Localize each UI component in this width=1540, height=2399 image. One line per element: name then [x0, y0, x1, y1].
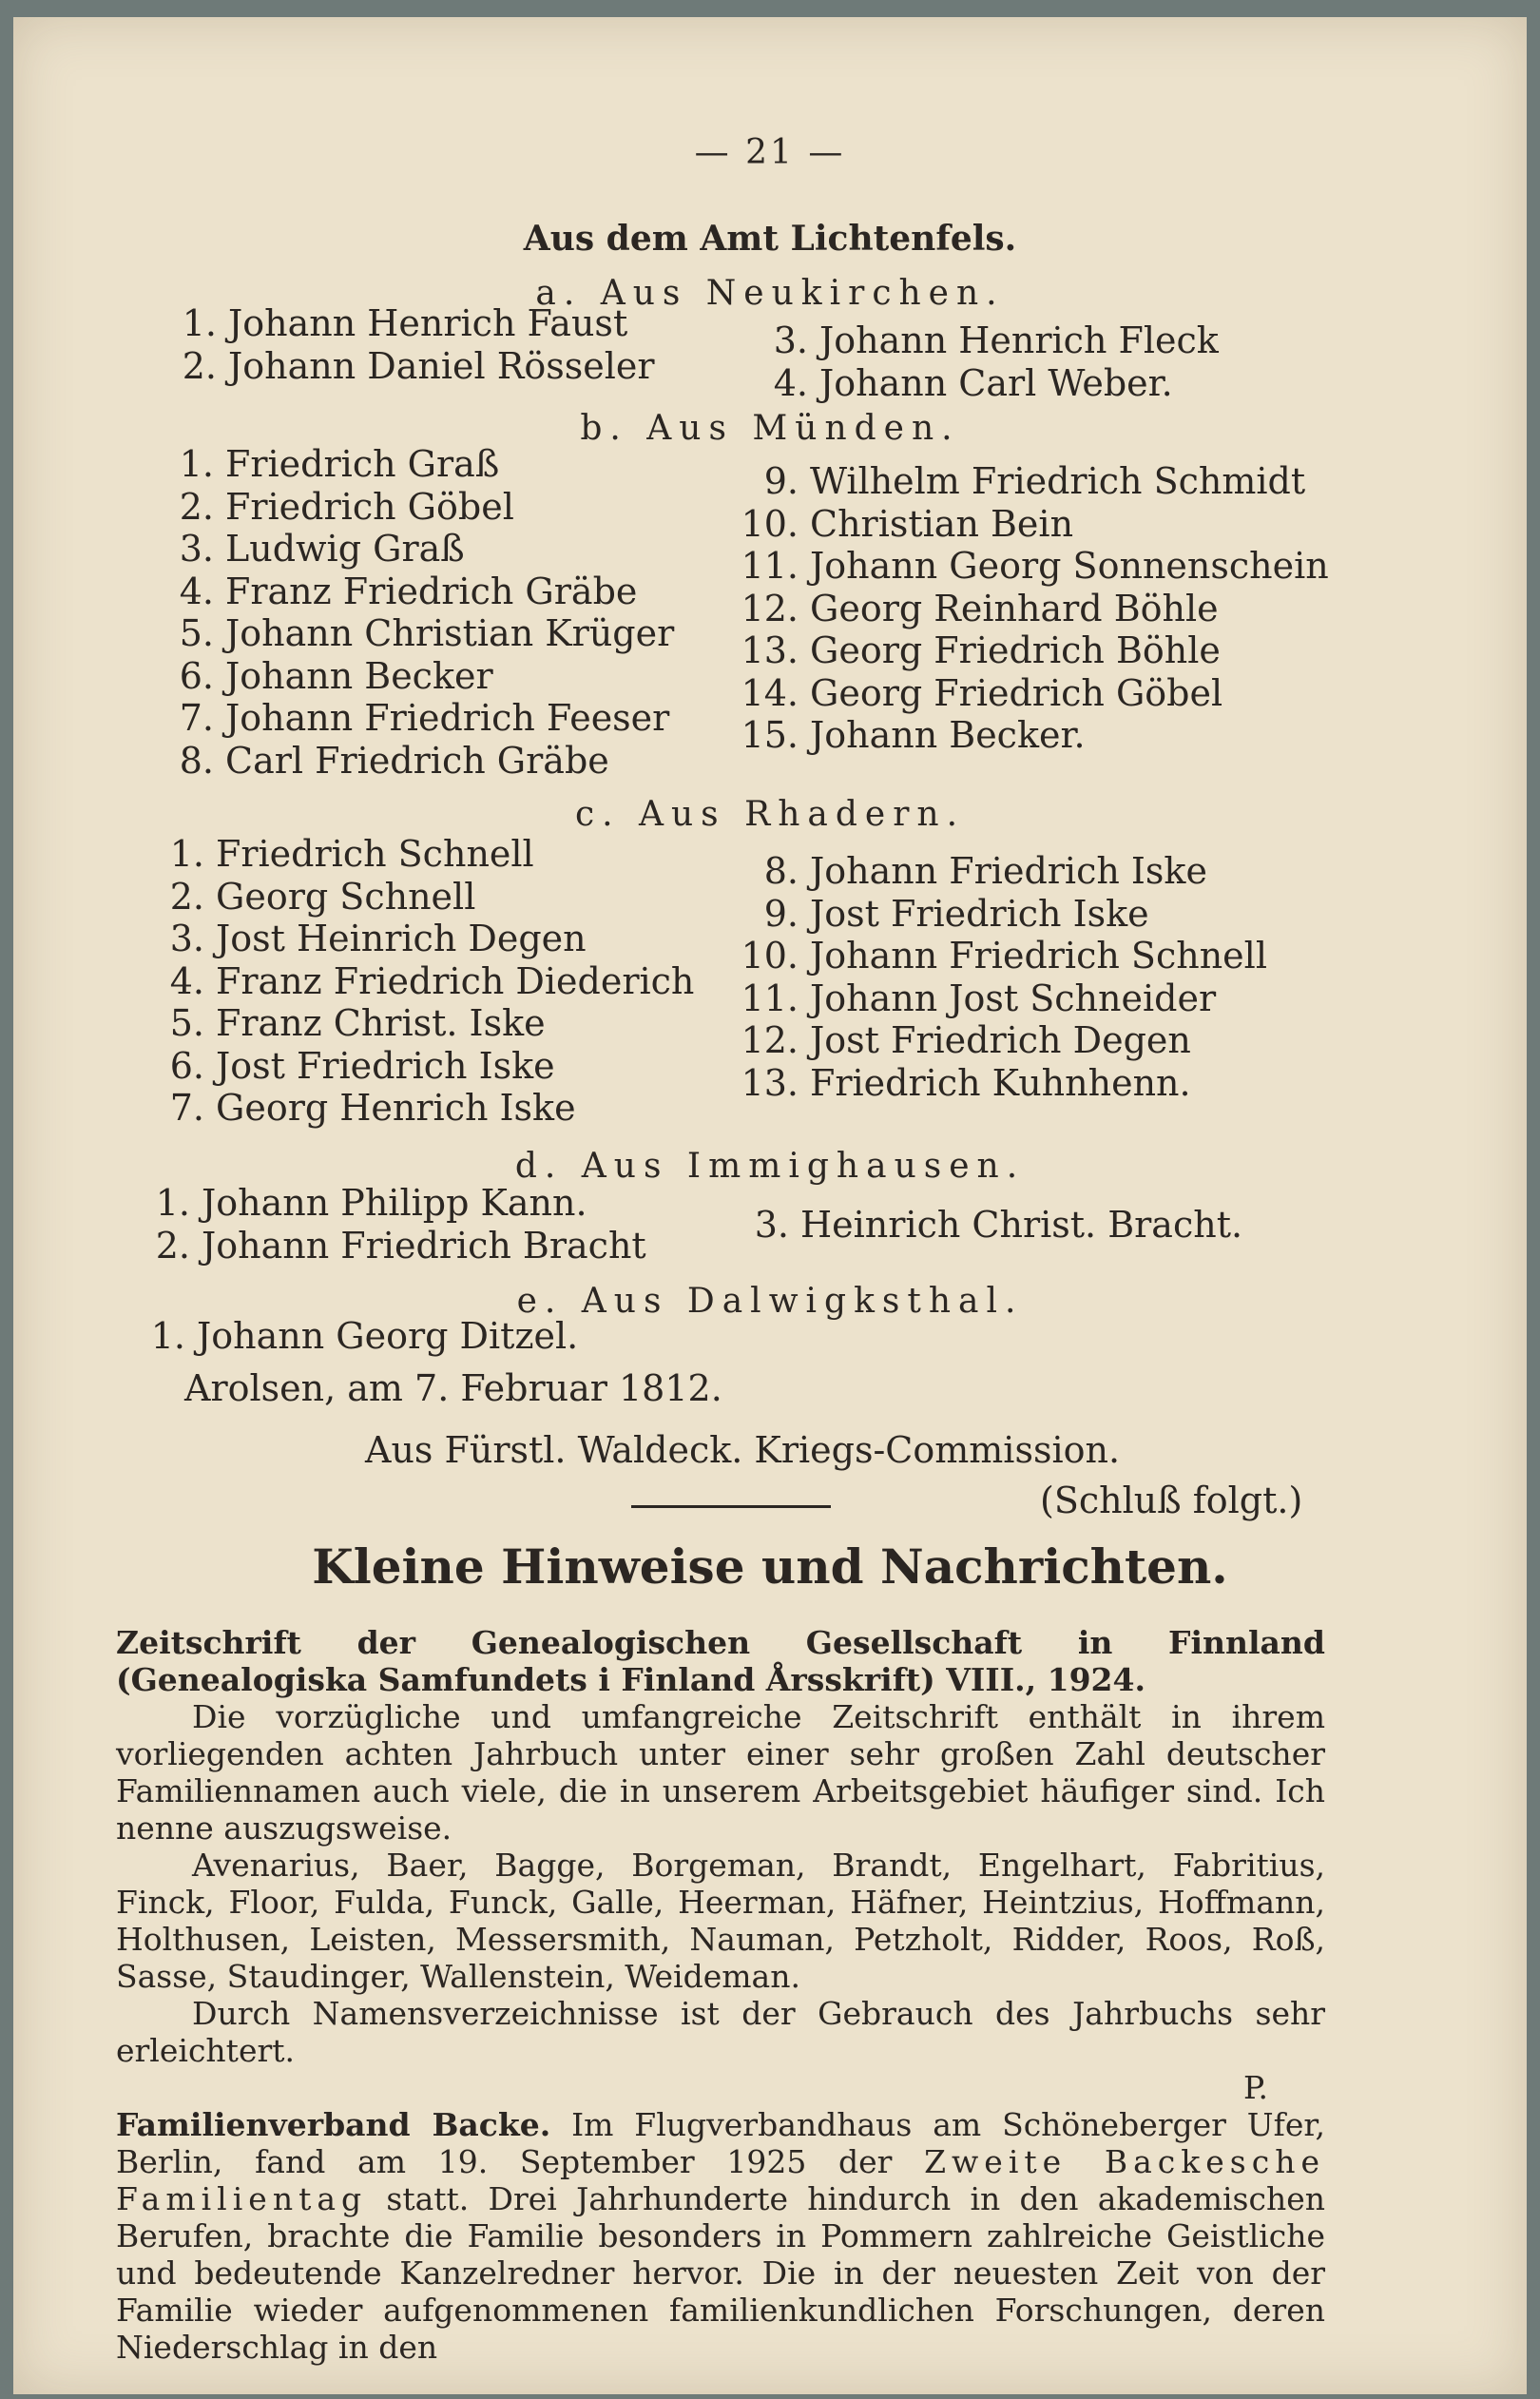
- name-entry: [736, 1062, 1267, 1105]
- entry-name: Friedrich Graß: [225, 443, 500, 485]
- entry-number: 8.: [763, 850, 799, 892]
- list-dalwigksthal-left: [142, 1315, 578, 1358]
- name-entry: [161, 876, 694, 919]
- list-neukirchen-left: [173, 302, 655, 387]
- separator-rule: [631, 1505, 831, 1508]
- entry-number: 10.: [741, 502, 799, 545]
- entry-name: Jost Friedrich Iske: [216, 1044, 555, 1087]
- entry-name: Georg Friedrich Göbel: [810, 671, 1223, 714]
- name-entry: [146, 1182, 646, 1225]
- entry-name: Jost Friedrich Degen: [810, 1019, 1191, 1061]
- entry-number: 3.: [773, 319, 808, 361]
- name-entry: [170, 571, 674, 613]
- entry-name: Jost Friedrich Iske: [810, 892, 1149, 935]
- list-immighausen-left: [146, 1182, 646, 1267]
- entry-name: Johann Friedrich Feeser: [225, 697, 670, 739]
- entry-number: 1.: [155, 1182, 190, 1224]
- name-entry: [146, 1225, 646, 1267]
- entry-number: 2.: [179, 485, 214, 528]
- name-entry: [745, 1204, 1242, 1247]
- heading-dalwigksthal: e. Aus Dalwigksthal.: [516, 1282, 1024, 1321]
- entry-name: Johann Daniel Rösseler: [228, 344, 655, 387]
- entry-number: 5.: [169, 1002, 204, 1044]
- heading-immighausen: d. Aus Immighausen.: [514, 1147, 1026, 1186]
- name-entry: [161, 1087, 694, 1130]
- entry-number: 6.: [169, 1044, 204, 1087]
- name-entry: [170, 486, 674, 529]
- entry-name: Johann Georg Ditzel.: [197, 1315, 579, 1357]
- entry-name: Johann Friedrich Schnell: [810, 935, 1267, 977]
- entry-name: Franz Christ. Iske: [216, 1002, 546, 1044]
- entry-number: 2.: [169, 875, 204, 918]
- entry-name: Johann Friedrich Bracht: [202, 1224, 646, 1267]
- entry-number: 13.: [741, 1061, 799, 1104]
- entry-name: Wilhelm Friedrich Schmidt: [810, 460, 1306, 502]
- entry-number: 1.: [182, 302, 217, 344]
- document-page: [13, 17, 1527, 2394]
- entry-number: 12.: [741, 1019, 799, 1061]
- name-entry: [736, 503, 1329, 546]
- entry-number: 3.: [169, 918, 204, 959]
- article-finnland-signature: P.: [1242, 2069, 1268, 2106]
- entry-number: 3.: [754, 1204, 789, 1246]
- entry-name: Johann Christian Krüger: [225, 612, 675, 654]
- name-entry: [161, 1045, 694, 1088]
- article-finnland-para1: Die vorzügliche und umfangreiche Zeitschrift enthält in ihrem vorliegenden achten Jahrbuch unter einer sehr großen Zahl deutscher Familiennamen auch viele, die in unserem Arbeitsgebiet häufiger sind. Ich nenne auszugsweise.: [116, 1698, 1325, 1847]
- section-title: Aus dem Amt Lichtenfels.: [523, 219, 1017, 259]
- entry-number: 7.: [169, 1087, 204, 1129]
- name-entry: [736, 714, 1329, 757]
- article-backe-text-b: statt. Drei Jahrhunderte hindurch in den akademischen Berufen, brachte die Familie besonders in Pommern zahlreiche Geistliche und bedeutende Kanzelredner hervor. Die in der neuesten Zeit von der Familie wieder aufgenommenen familienkundlichen Forschungen, deren Niederschlag in den: [116, 2180, 1325, 2366]
- article-backe-text-a: Im Flugverbandhaus am Schöneberger Ufer, Berlin, fand am 19. September 1925 der: [116, 2106, 1326, 2180]
- entry-number: 1.: [169, 833, 204, 875]
- entry-number: 15.: [741, 714, 799, 756]
- heading-neukirchen: a. Aus Neukirchen.: [535, 274, 1005, 313]
- entry-name: Johann Friedrich Iske: [810, 850, 1207, 892]
- entry-name: Georg Schnell: [216, 875, 476, 918]
- name-entry: [736, 588, 1329, 630]
- entry-name: Johann Becker: [225, 654, 493, 697]
- entry-number: 1.: [150, 1315, 185, 1357]
- entry-name: Georg Reinhard Böhle: [810, 587, 1219, 629]
- list-rhadern-right: [736, 850, 1267, 1104]
- entry-number: 10.: [741, 935, 799, 977]
- entry-number: 9.: [763, 892, 799, 935]
- continued-note: (Schluß folgt.): [1040, 1480, 1303, 1521]
- entry-number: 9.: [763, 460, 799, 502]
- entry-name: Georg Henrich Iske: [216, 1087, 576, 1129]
- name-entry: [161, 918, 694, 960]
- entry-number: 7.: [179, 697, 214, 739]
- entry-number: 2.: [182, 344, 217, 387]
- name-entry: [170, 528, 674, 571]
- entry-number: 13.: [741, 629, 799, 671]
- article-backe: [116, 2106, 1325, 2366]
- entry-name: Johann Becker.: [810, 714, 1086, 756]
- entry-number: 1.: [179, 443, 214, 485]
- name-entry: [736, 850, 1267, 893]
- name-entry: [170, 612, 674, 655]
- name-entry: [764, 362, 1219, 405]
- list-neukirchen-right: [764, 319, 1219, 404]
- name-entry: [736, 977, 1267, 1020]
- page-number: — 21 —: [694, 133, 846, 172]
- name-entry: [736, 935, 1267, 977]
- name-entry: [161, 1002, 694, 1045]
- entry-name: Johann Henrich Faust: [228, 302, 628, 344]
- entry-number: 4.: [169, 959, 204, 1002]
- entry-number: 5.: [179, 612, 214, 654]
- entry-number: 8.: [179, 739, 214, 782]
- list-rhadern-left: [161, 833, 694, 1130]
- name-entry: [736, 460, 1329, 503]
- entry-name: Johann Henrich Fleck: [819, 319, 1219, 361]
- article-backe-lead: Familienverband Backe.: [116, 2106, 551, 2143]
- article-finnland-para3: Durch Namensverzeichnisse ist der Gebrauch des Jahrbuchs sehr erleichtert.: [116, 1995, 1325, 2069]
- entry-number: 11.: [741, 545, 799, 587]
- entry-name: Johann Georg Sonnenschein: [810, 545, 1329, 587]
- name-entry: [736, 672, 1329, 715]
- entry-number: 2.: [155, 1224, 190, 1267]
- news-articles: [116, 1624, 1325, 2366]
- entry-name: Jost Heinrich Degen: [216, 918, 587, 959]
- name-entry: [161, 833, 694, 876]
- name-entry: [170, 697, 674, 740]
- name-entry: [173, 302, 655, 345]
- name-entry: [173, 345, 655, 388]
- entry-name: Johann Philipp Kann.: [202, 1182, 587, 1224]
- list-immighausen-right: [745, 1204, 1242, 1247]
- heading-muenden: b. Aus Münden.: [580, 409, 960, 448]
- entry-name: Friedrich Göbel: [225, 485, 514, 528]
- place-date: Arolsen, am 7. Februar 1812.: [184, 1367, 722, 1409]
- entry-name: Carl Friedrich Gräbe: [225, 739, 609, 782]
- list-muenden-left: [170, 443, 674, 782]
- article-finnland-headline-b: (Genealogiska Samfundets i Finland Årsskrift) VIII., 1924.: [116, 1661, 1145, 1698]
- article-finnland-names: Avenarius, Baer, Bagge, Borgeman, Brandt, Engelhart, Fabritius, Finck, Floor, Fulda, Funck, Galle, Heerman, Häfner, Heintzius, Hoffmann, Holthusen, Leisten, Messersmith, Nauman, Petzholt, Ridder, Roos, Roß, Sasse, Staudinger, Wallenstein, Weideman.: [116, 1847, 1325, 1995]
- entry-name: Christian Bein: [810, 502, 1074, 545]
- article-finnland-headline-a: Zeitschrift der Genealogischen Gesellschaft in Finnland: [116, 1624, 1325, 1661]
- entry-number: 11.: [741, 977, 799, 1019]
- entry-name: Friedrich Kuhnhenn.: [810, 1061, 1191, 1104]
- entry-number: 4.: [773, 361, 808, 404]
- entry-number: 3.: [179, 528, 214, 570]
- entry-name: Franz Friedrich Gräbe: [225, 570, 638, 612]
- entry-number: 6.: [179, 654, 214, 697]
- name-entry: [170, 443, 674, 486]
- name-entry: [736, 545, 1329, 588]
- entry-name: Johann Carl Weber.: [819, 361, 1173, 404]
- article-finnland-headline: [116, 1624, 1325, 1698]
- article-backe-event: Zweite Backesche Familientag: [116, 2143, 1325, 2217]
- entry-name: Ludwig Graß: [225, 528, 465, 570]
- name-entry: [142, 1315, 578, 1358]
- entry-name: Georg Friedrich Böhle: [810, 629, 1221, 671]
- name-entry: [170, 740, 674, 783]
- entry-name: Friedrich Schnell: [216, 833, 534, 875]
- heading-rhadern: c. Aus Rhadern.: [574, 795, 966, 834]
- entry-name: Johann Jost Schneider: [810, 977, 1217, 1019]
- entry-number: 12.: [741, 587, 799, 629]
- name-entry: [170, 655, 674, 698]
- name-entry: [736, 893, 1267, 936]
- entry-number: 14.: [741, 671, 799, 714]
- entry-number: 4.: [179, 570, 214, 612]
- name-entry: [736, 629, 1329, 672]
- news-section-title: Kleine Hinweise und Nachrichten.: [312, 1538, 1228, 1595]
- name-entry: [764, 319, 1219, 362]
- entry-name: Franz Friedrich Diederich: [216, 959, 695, 1002]
- list-muenden-right: [736, 460, 1329, 757]
- issuing-authority: Aus Fürstl. Waldeck. Kriegs-Commission.: [365, 1429, 1121, 1471]
- name-entry: [161, 960, 694, 1003]
- name-entry: [736, 1019, 1267, 1062]
- entry-name: Heinrich Christ. Bracht.: [800, 1204, 1243, 1246]
